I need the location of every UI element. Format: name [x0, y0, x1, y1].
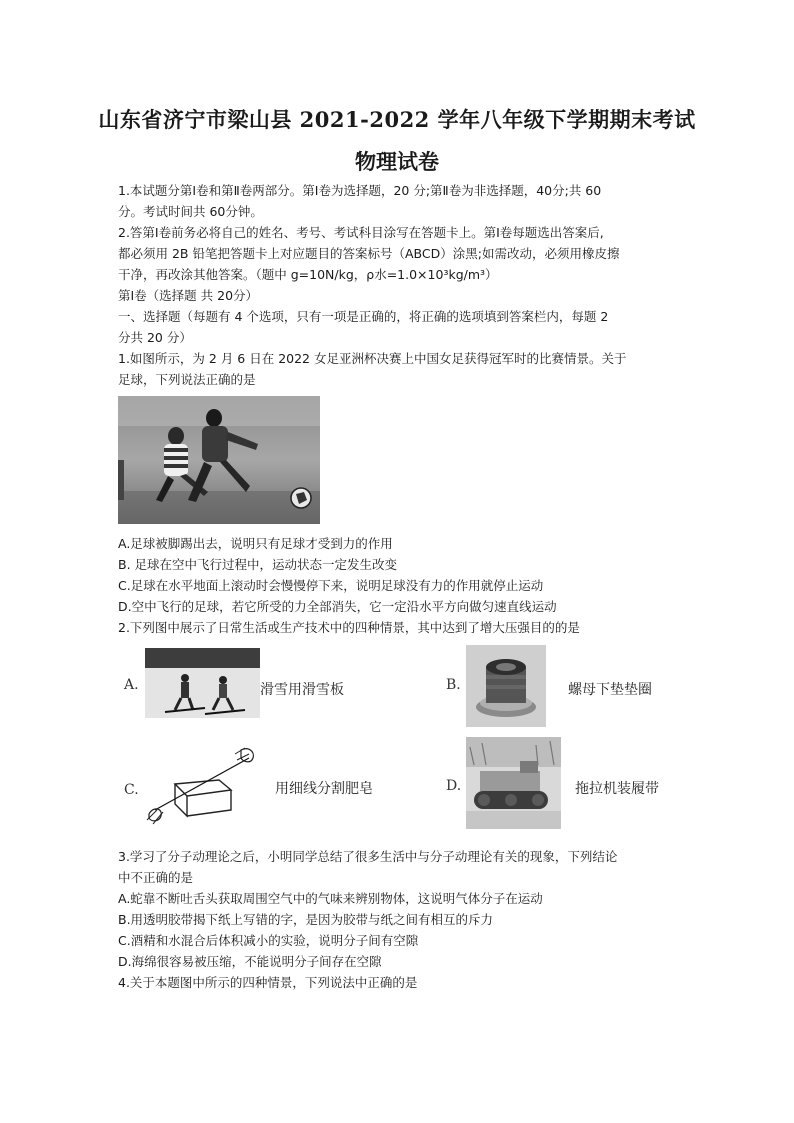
section-instruction-line-1: 一、选择题（每题有 4 个选项，只有一项是正确的，将正确的选项填到答案栏内，每题 2 [118, 309, 609, 324]
q2-figure-c-label: C. [124, 782, 139, 798]
q1-option-c: C.足球在水平地面上滚动时会慢慢停下来，说明足球没有力的作用就停止运动 [118, 578, 544, 593]
q2-figure-b-label: B. [446, 677, 461, 693]
q4-stem: 4.关于本题图中所示的四种情景，下列说法中正确的是 [118, 975, 418, 990]
q3-stem-line-1: 3.学习了分子动理论之后，小明同学总结了很多生活中与分子动理论有关的现象，下列结论 [118, 849, 618, 864]
q3-stem-line-2: 中不正确的是 [118, 870, 194, 885]
q3-option-b: B.用透明胶带揭下纸上写错的字，是因为胶带与纸之间有相互的斥力 [118, 912, 494, 927]
q2-figure-a-label: A. [124, 677, 139, 693]
q2-stem: 2.下列图中展示了日常生活或生产技术中的四种情景，其中达到了增大压强目的的是 [118, 620, 580, 635]
football-match-image [118, 396, 320, 524]
section-instruction-line-2: 分共 20 分） [118, 330, 192, 345]
section-title: 第Ⅰ卷（选择题 共 20分） [118, 288, 259, 303]
exam-subtitle: 物理试卷 [355, 149, 439, 174]
q2-figure-a-caption: 滑雪用滑雪板 [260, 682, 344, 698]
instruction-line-1: 1.本试题分第Ⅰ卷和第Ⅱ卷两部分。第Ⅰ卷为选择题，20 分;第Ⅱ卷为非选择题，40分;共 60 [118, 183, 602, 198]
q3-option-c: C.酒精和水混合后体积减小的实验，说明分子间有空隙 [118, 933, 419, 948]
q1-option-b: B. 足球在空中飞行过程中，运动状态一定发生改变 [118, 557, 398, 572]
q1-option-d: D.空中飞行的足球，若它所受的力全部消失，它一定沿水平方向做匀速直线运动 [118, 599, 557, 614]
q2-figure-d-caption: 拖拉机装履带 [575, 781, 659, 797]
ski-board-image [145, 648, 260, 718]
q1-option-a: A.足球被脚踢出去，说明只有足球才受到力的作用 [118, 536, 393, 551]
instruction-line-3: 2.答第Ⅰ卷前务必将自己的姓名、考号、考试科目涂写在答题卡上。第Ⅰ卷每题选出答案后, [118, 225, 604, 240]
q3-option-d: D.海绵很容易被压缩，不能说明分子间存在空隙 [118, 954, 382, 969]
instruction-line-2: 分。考试时间共 60分钟。 [118, 204, 263, 219]
nut-washer-image [466, 645, 546, 727]
soap-thread-image [145, 740, 260, 832]
q2-figure-b-caption: 螺母下垫垫圈 [568, 682, 652, 698]
instruction-line-5: 干净，再改涂其他答案。（题中 g=10N/kg，ρ水=1.0×10³kg/m³） [118, 267, 498, 282]
instruction-line-4: 都必须用 2B 铅笔把答题卡上对应题目的答案标号（ABCD）涂黑;如需改动，必须用橡皮擦 [118, 246, 620, 261]
q3-option-a: A.蛇靠不断吐舌头获取周围空气中的气味来辨别物体，这说明气体分子在运动 [118, 891, 543, 906]
q2-figure-d-label: D. [446, 778, 462, 794]
q1-stem-line-2: 足球，下列说法正确的是 [118, 372, 256, 387]
q2-figure-c-caption: 用细线分割肥皂 [275, 781, 373, 797]
football-photo [118, 396, 320, 524]
exam-title: 山东省济宁市梁山县 2021-2022 学年八年级下学期期末考试 [98, 107, 696, 132]
q1-stem-line-1: 1.如图所示，为 2 月 6 日在 2022 女足亚洲杯决赛上中国女足获得冠军时的比赛情景。关于 [118, 351, 627, 366]
tractor-track-image [466, 737, 561, 829]
